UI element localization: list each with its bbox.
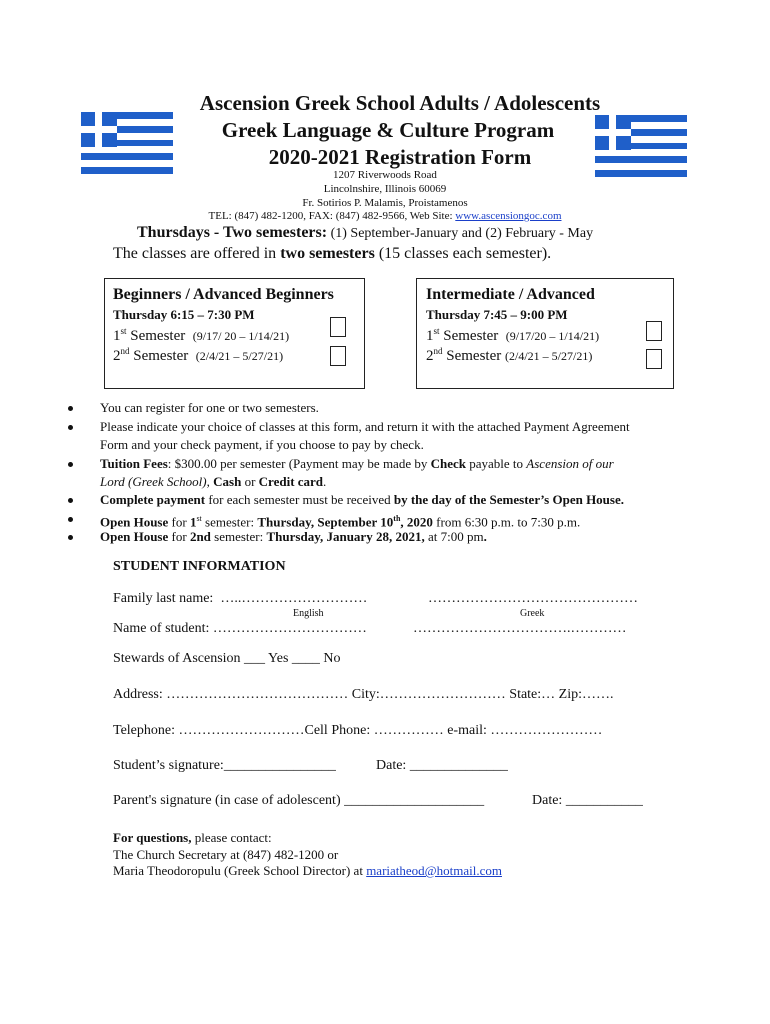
tuition-label: Tuition Fees [100, 456, 168, 471]
student-info-heading: STUDENT INFORMATION [113, 559, 286, 574]
sep: semester: [201, 514, 258, 530]
sep: semester: [210, 529, 267, 544]
sem-num: 2 [426, 348, 434, 364]
questions-bold: For questions, [113, 830, 192, 845]
parent-date-field[interactable]: Date: ___________ [532, 793, 643, 808]
check-label: Check [430, 456, 466, 471]
sem-dates: (2/4/21 – 5/27/21) [195, 349, 284, 363]
open-house-year: , 2020 [400, 514, 433, 530]
sep: , [206, 474, 214, 489]
payable-text: payable to [466, 456, 527, 471]
bullet-dot [68, 406, 73, 411]
open-house-date: Thursday, January 28, 2021, [266, 529, 425, 544]
intermediate-semester-1 [426, 326, 599, 345]
bullet-3-line-2 [100, 473, 326, 491]
family-name-english[interactable]: …..……………………… [220, 591, 368, 606]
payment-text: for each semester must be received [205, 492, 394, 507]
complete-payment-label: Complete payment [100, 492, 206, 507]
date-sup: th [393, 514, 401, 523]
sem-num: 1 [426, 328, 434, 344]
semesters-heading-rest: (1) September-January and (2) February - May [327, 226, 594, 241]
sep: . [483, 529, 487, 544]
sem-label: Semester [442, 348, 502, 364]
director-email-link[interactable]: mariatheod@hotmail.com [366, 863, 502, 878]
classes-offered-line [113, 245, 551, 263]
greek-caption: Greek [520, 608, 545, 619]
sem-label: Semester [129, 348, 189, 364]
class-time-intermediate: Thursday 7:45 – 9:00 PM [426, 307, 568, 322]
family-name-field[interactable] [113, 591, 367, 607]
family-name-label: Family last name: [113, 591, 214, 606]
sem-sup: st [196, 514, 202, 523]
priest-line: Fr. Sotirios P. Malamis, Proistamenos [302, 197, 468, 209]
director-text: Maria Theodoropulu (Greek School Director) at [113, 863, 367, 878]
questions-line [113, 829, 272, 846]
sem-dates: (9/17/20 – 1/14/21) [505, 329, 600, 343]
sem-num: 2nd [189, 529, 211, 544]
sem-label: Semester [126, 328, 186, 344]
intermediate-semester-2 [426, 346, 592, 365]
open-house-date: Thursday, September 10 [257, 514, 394, 530]
student-name-field[interactable]: Name of student: …………………………… [113, 621, 367, 636]
sem-sup: nd [120, 346, 130, 356]
open-house-label: Open House [100, 514, 169, 530]
bullet-dot [68, 498, 73, 503]
secretary-line: The Church Secretary at (847) 482-1200 or [113, 847, 339, 862]
address-line-2: Lincolnshire, Illinois 60069 [323, 183, 447, 195]
sem-num: 2 [113, 348, 121, 364]
sem-label: Semester [439, 328, 499, 344]
director-line [113, 862, 502, 879]
english-caption: English [293, 608, 324, 619]
sem-num: 1 [189, 514, 197, 530]
beginners-semester-1 [113, 326, 289, 345]
tuition-text: : $300.00 per semester (Payment may be made by [167, 456, 431, 471]
contact-line [0, 209, 770, 223]
sem-sup: st [433, 326, 440, 336]
intermediate-semester-2-checkbox[interactable] [646, 349, 662, 369]
payee-text-2: Lord (Greek School) [100, 474, 207, 489]
beginners-semester-1-checkbox[interactable] [330, 317, 346, 337]
class-title-beginners: Beginners / Advanced Beginners [113, 286, 334, 303]
bullet-1: You can register for one or two semesters. [100, 400, 319, 415]
bullet-3-line-1 [100, 455, 614, 473]
payee-text: Ascension of our [526, 456, 614, 471]
offered-text: The classes are offered in [113, 245, 281, 262]
offered-text-end: (15 classes each semester). [374, 245, 552, 262]
sem-num: 1 [113, 328, 121, 344]
bullet-4 [100, 491, 624, 509]
website-link[interactable]: www.ascensiongoc.com [455, 210, 562, 222]
offered-bold: two semesters [280, 245, 375, 262]
title-line-3: 2020-2021 Registration Form [268, 145, 532, 169]
title-line-1: Ascension Greek School Adults / Adolescents [199, 91, 601, 115]
sem-dates: (2/4/21 – 5/27/21) [504, 349, 593, 363]
open-house-time: at 7:00 pm [424, 529, 484, 544]
bullet-dot [68, 462, 73, 467]
bullet-dot [68, 535, 73, 540]
sep: for [168, 514, 190, 530]
sem-sup: st [120, 326, 127, 336]
contact-text: TEL: (847) 482-1200, FAX: (847) 482-9566, Web Site: [208, 210, 456, 222]
bullet-dot [68, 517, 73, 522]
beginners-semester-2 [113, 346, 283, 365]
bullet-2-line-2: Form and your check payment, if you choose to pay by check. [100, 437, 424, 452]
stewards-field[interactable]: Stewards of Ascension ___ Yes ____ No [113, 651, 341, 666]
title-line-2: Greek Language & Culture Program [221, 118, 555, 142]
sem-dates: (9/17/ 20 – 1/14/21) [192, 329, 290, 343]
telephone-field[interactable]: Telephone: ………………………Cell Phone: …………… e-mail: …………………… [113, 723, 603, 738]
parent-signature-field[interactable]: Parent's signature (in case of adolescent) ____________________ [113, 793, 485, 808]
student-name-greek[interactable]: …………………………….………… [413, 621, 627, 636]
bullet-2-line-1: Please indicate your choice of classes at this form, and return it with the attached Payment Agreement [100, 419, 630, 434]
intermediate-semester-1-checkbox[interactable] [646, 321, 662, 341]
beginners-semester-2-checkbox[interactable] [330, 346, 346, 366]
sep: for [168, 529, 190, 544]
payment-deadline: by the day of the Semester’s Open House. [393, 492, 624, 507]
cash-label: Cash [213, 474, 242, 489]
address-line-1: 1207 Riverwoods Road [333, 169, 437, 181]
sem-sup: nd [433, 346, 443, 356]
credit-card-label: Credit card [258, 474, 324, 489]
class-title-intermediate: Intermediate / Advanced [426, 286, 595, 303]
class-time-beginners: Thursday 6:15 – 7:30 PM [113, 307, 255, 322]
sep: . [323, 474, 327, 489]
semesters-heading-bold: Thursdays - Two semesters: [137, 224, 328, 241]
bullet-6 [100, 528, 487, 546]
open-house-time: from 6:30 p.m. to 7:30 p.m. [432, 514, 581, 530]
address-field[interactable]: Address: ………………………………… City:……………………… State:… Zip:……. [113, 687, 614, 702]
bullet-dot [68, 425, 73, 430]
student-signature-field[interactable]: Student’s signature:________________ [113, 758, 336, 773]
open-house-label: Open House [100, 529, 169, 544]
student-date-field[interactable]: Date: ______________ [376, 758, 508, 773]
questions-text: please contact: [191, 830, 272, 845]
semesters-heading [137, 224, 593, 242]
sep: or [241, 474, 259, 489]
family-name-greek[interactable]: ……………………………………… [428, 591, 638, 606]
